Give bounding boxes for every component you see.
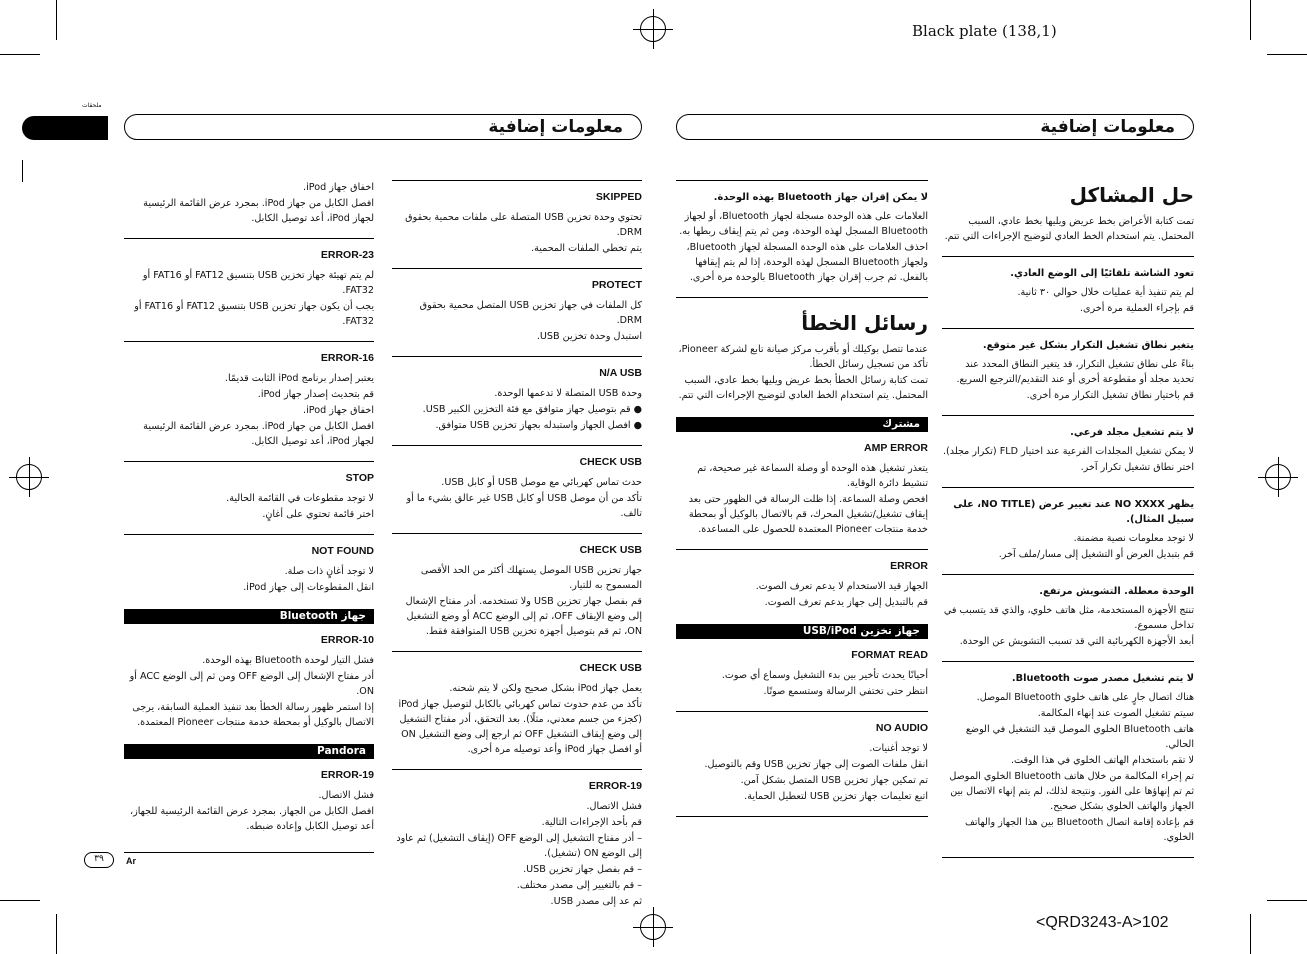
divider — [392, 445, 642, 446]
category-bar-pandora: Pandora — [124, 744, 374, 759]
crop-mark — [1267, 54, 1307, 55]
symptom-heading: يتغير نطاق تشغيل التكرار بشكل غير متوقع. — [982, 340, 1194, 351]
error-heading: N/A USB — [599, 367, 642, 379]
divider — [392, 651, 642, 652]
paragraph: لا يمكن تشغيل المجلدات الفرعية عند اختيار FLD (تكرار مجلد). — [942, 446, 1194, 457]
paragraph: لا تقم باستخدام الهاتف الخلوي في هذا الوقت. — [1011, 755, 1194, 766]
registration-mark-icon — [640, 914, 666, 940]
paragraph: تأكد من عدم حدوث تماس كهربائي بالكابل لتوصيل جهاز iPod (كجزء من جسم معدني، مثلًا). بعد التحقق، أدر مفتاح التشغيل إلى وضع إيقاف التشغيل OFF ثم ارجع إلى وضع التشغيل ON أو افصل جهاز iPod وأعد توصيله مرة أخرى. — [398, 699, 642, 755]
symptom-heading: تعود الشاشة تلقائيًا إلى الوضع العادي. — [1010, 268, 1194, 279]
error-heading: STOP — [345, 472, 374, 484]
registration-mark-icon — [16, 464, 42, 490]
paragraph: – قم بالتغيير إلى مصدر مختلف. — [516, 880, 642, 891]
divider — [676, 180, 928, 181]
paragraph: يجب أن يكون جهاز تخزين USB بتنسيق FAT12 أو FAT16 أو FAT32. — [134, 301, 374, 327]
error-heading: CHECK USB — [579, 662, 642, 674]
divider — [124, 534, 374, 535]
paragraph: قم بتبديل العرض أو التشغيل إلى مسار/ملف آخر. — [998, 549, 1194, 560]
paragraph: الجهاز قيد الاستخدام لا يدعم تعرف الصوت. — [755, 581, 928, 592]
paragraph: يعتبر إصدار برنامج iPod الثابت قديمًا. — [224, 373, 374, 384]
side-tab-label: ملحقات — [82, 102, 102, 109]
paragraph: كل الملفات في جهاز تخزين USB المتصل محمية بحقوق DRM. — [419, 300, 642, 326]
symptom-heading: لا يتم تشغيل مصدر صوت Bluetooth. — [1011, 673, 1194, 684]
paragraph: قم بتحديث إصدار جهاز iPod. — [257, 389, 374, 400]
divider — [124, 341, 374, 342]
divider — [942, 415, 1194, 416]
paragraph: – أدر مفتاح التشغيل إلى الوضع OFF (إيقاف التشغيل) ثم عاود إلى الوضع ON (تشغيل). — [396, 833, 642, 859]
divider — [392, 356, 642, 357]
error-heading: SKIPPED — [595, 191, 642, 203]
paragraph: افصل الكابل من جهاز iPod. بمجرد عرض القائمة الرئيسية لجهاز iPod، أعد توصيل الكابل. — [143, 198, 374, 224]
symptom-heading: الوحدة معطلة. التشويش مرتفع. — [1039, 586, 1194, 597]
paragraph: اخفاق جهاز iPod. — [303, 405, 374, 416]
divider — [942, 661, 1194, 662]
divider — [942, 328, 1194, 329]
paragraph: لا توجد معلومات نصية مضمنة. — [1073, 533, 1194, 544]
paragraph: انقل ملفات الصوت إلى جهاز تخزين USB وقم بالتوصيل. — [704, 759, 928, 770]
section-title: حل المشاكل — [1069, 183, 1194, 207]
crop-mark — [56, 914, 57, 954]
paragraph: حدث تماس كهربائي مع موصل USB أو كابل USB. — [441, 477, 642, 488]
error-heading: ERROR-19 — [588, 780, 642, 792]
paragraph: احذف العلامات على هذه الوحدة المسجلة لجهاز Bluetooth، ولجهاز Bluetooth المسجل لهذه الوحدة، إذا لم يتم إيقافها بالفعل. ثم جرب إقران جهاز Bluetooth بالوحدة مرة أخرى. — [686, 242, 928, 283]
divider — [676, 816, 928, 817]
paragraph: فشل الاتصال. — [318, 790, 374, 801]
error-heading: ERROR-23 — [320, 249, 374, 261]
category-bar-common: مشترك — [676, 417, 928, 432]
section-banner-right: معلومات إضافية — [676, 114, 1194, 140]
section-banner-left: معلومات إضافية — [124, 114, 642, 140]
error-heading: NO AUDIO — [875, 722, 928, 734]
paragraph: اختر قائمة تحتوي على أغانٍ. — [262, 509, 374, 520]
divider — [392, 268, 642, 269]
paragraph: العلامات على هذه الوحدة مسجلة لجهاز Bluetooth، أو لجهاز Bluetooth المسجل لهذه الوحدة، ومن ثم يتم إيقاف ربطها به. — [679, 211, 928, 237]
category-bar-bluetooth: جهاز Bluetooth — [124, 609, 374, 624]
paragraph: أدر مفتاح الإشعال إلى الوضع OFF ومن ثم إلى الوضع ACC أو ON. — [129, 671, 374, 697]
bullet-item: ● قم بتوصيل جهاز متوافق مع فئة التخزين الكبير USB. — [422, 404, 642, 415]
paragraph: وحدة USB المتصلة لا تدعمها الوحدة. — [494, 388, 642, 399]
symptom-heading: لا يمكن إقران جهاز Bluetooth بهذه الوحدة. — [713, 192, 928, 203]
divider — [942, 256, 1194, 257]
paragraph: جهاز تخزين USB الموصل يستهلك أكثر من الحد الأقصى المسموح به للتيار. — [420, 565, 642, 591]
paragraph: قم بفصل جهاز تخزين USB ولا تستخدمه. أدر مفتاح الإشعال إلى وضع الإيقاف OFF، ثم إلى الوضع ACC أو وضع التشغيل ON، ثم قم بتوصيل أجهزة تخزين USB المتوافقة فقط. — [405, 596, 642, 637]
plate-label: Black plate (138,1) — [912, 22, 1057, 40]
paragraph: افحص وصلة السماعة. إذا ظلت الرسالة في الظهور حتى بعد إيقاف تشغيل/تشغيل المحرك، قم بالاتصال بالوكيل أو بمحطة خدمة منتجات Pioneer المعتمدة للحصول على المساعدة. — [688, 494, 928, 535]
paragraph: ثم عد إلى مصدر USB. — [550, 896, 642, 907]
error-heading: PROTECT — [591, 279, 642, 291]
column-3 — [676, 180, 928, 817]
paragraph: انقل المقطوعات إلى جهاز iPod. — [243, 582, 374, 593]
page-number: ٣٩ — [84, 852, 114, 868]
paragraph: لا توجد مقطوعات في القائمة الحالية. — [226, 493, 374, 504]
paragraph: تم إجراء المكالمة من خلال هاتف Bluetooth الخلوي الموصل ثم تم إنهاؤها على الفور. ونتيجة لذلك، لم يتم إنهاء الاتصال بين الجهاز والهاتف الخلوي بشكل صحيح. — [949, 771, 1194, 812]
paragraph: قم باختيار نطاق تشغيل التكرار مرة أخرى. — [1026, 390, 1194, 401]
paragraph: أحيانًا يحدث تأخير بين بدء التشغيل وسماع أي صوت. — [721, 670, 928, 681]
paragraph: انتظر حتى تختفي الرسالة وستسمع صوتًا. — [763, 686, 928, 697]
divider — [942, 487, 1194, 488]
paragraph: يتعذر تشغيل هذه الوحدة أو وصلة السماعة غير صحيحة، تم تنشيط دائرة الوقاية. — [697, 463, 928, 489]
paragraph: يتم تخطي الملفات المحمية. — [531, 243, 642, 254]
column-2 — [392, 180, 642, 910]
divider — [124, 461, 374, 462]
divider — [392, 769, 642, 770]
side-tab — [22, 116, 108, 140]
error-heading: FORMAT READ — [851, 649, 928, 661]
paragraph: تم تمكين جهاز تخزين USB المتصل بشكل آمن. — [740, 775, 928, 786]
divider — [124, 238, 374, 239]
paragraph: قم بأحد الإجراءات التالية. — [541, 817, 642, 828]
paragraph: اتبع تعليمات جهاز تخزين USB لتعطيل الحماية. — [744, 791, 928, 802]
error-heading: NOT FOUND — [311, 545, 374, 557]
bullet-text: قم بتوصيل جهاز متوافق مع فئة التخزين الكبير USB. — [422, 404, 631, 415]
divider — [676, 297, 928, 298]
bullet-item: ● افصل الجهاز واستبدله بجهاز تخزين USB متوافق. — [435, 420, 642, 431]
divider — [392, 180, 642, 181]
paragraph: لم يتم تهيئة جهاز تخزين USB بتنسيق FAT12 أو FAT16 أو FAT32. — [142, 270, 374, 296]
error-heading: CHECK USB — [579, 544, 642, 556]
column-4 — [942, 180, 1194, 858]
error-heading: ERROR-10 — [320, 634, 374, 646]
paragraph: أبعد الأجهزة الكهربائية التي قد تسبب التشويش عن الوحدة. — [959, 636, 1194, 647]
symptom-heading: لا يتم تشغيل مجلد فرعي. — [1070, 427, 1194, 438]
side-line — [22, 160, 23, 182]
language-label: Ar — [126, 856, 137, 866]
paragraph: لا توجد أغنيات. — [869, 743, 928, 754]
paragraph: تنتج الأجهزة المستخدمة، مثل هاتف خلوي، والذي قد يتسبب في تداخل مسموع. — [943, 605, 1194, 631]
symptom-heading: يظهر NO XXXX عند تغيير عرض (NO TITLE، على سبيل المثال). — [953, 499, 1194, 525]
column-1 — [124, 180, 374, 835]
crop-mark — [1267, 900, 1307, 901]
crop-mark — [0, 900, 40, 901]
paragraph: تمت كتابة رسائل الخطأ بخط عريض ويليها بخط عادي، السبب المحتمل. يتم استخدام الخط العادي لتوضيح الإجراءات التي تتم. — [678, 375, 928, 401]
paragraph: فشل التيار لوحدة Bluetooth بهذه الوحدة. — [202, 655, 374, 666]
divider — [676, 549, 928, 550]
error-heading: AMP ERROR — [864, 442, 928, 454]
paragraph: يعمل جهاز iPod بشكل صحيح ولكن لا يتم شحنه. — [449, 683, 642, 694]
paragraph: قم بإعادة إقامة اتصال Bluetooth بين هذا الجهاز والهاتف الخلوي. — [964, 817, 1194, 843]
paragraph: قم بإجراء العملية مرة أخرى. — [1079, 303, 1194, 314]
crop-mark — [1250, 914, 1251, 954]
paragraph: افصل الكابل من الجهاز. بمجرد عرض القائمة الرئيسية للجهاز، أعد توصيل الكابل وإعادة ضبطه. — [130, 806, 374, 832]
error-heading: ERROR — [890, 560, 928, 572]
category-bar-usb-ipod: جهاز تخزين USB/iPod — [676, 624, 928, 639]
paragraph: قم بالتبديل إلى جهاز يدعم تعرف الصوت. — [764, 597, 928, 608]
error-heading: CHECK USB — [579, 456, 642, 468]
bullet-text: افصل الجهاز واستبدله بجهاز تخزين USB متوافق. — [435, 420, 631, 431]
paragraph: اخفاق جهاز iPod. — [303, 182, 374, 193]
paragraph: فشل الاتصال. — [586, 801, 642, 812]
divider — [942, 574, 1194, 575]
footer-rule — [124, 852, 374, 853]
paragraph: اختر نطاق تشغيل تكرار آخر. — [1080, 462, 1194, 473]
crop-mark — [1250, 0, 1251, 40]
divider — [676, 711, 928, 712]
paragraph: هناك اتصال جارٍ على هاتف خلوي Bluetooth الموصل. — [976, 692, 1194, 703]
paragraph: لم يتم تنفيذ أية عمليات خلال حوالي ٣٠ ثانية. — [1017, 287, 1194, 298]
divider — [942, 857, 1194, 858]
crop-mark — [56, 0, 57, 40]
paragraph: لا توجد أغانٍ ذات صلة. — [284, 566, 374, 577]
paragraph: إذا استمر ظهور رسالة الخطأ بعد تنفيذ العملية السابقة، يرجى الاتصال بالوكيل أو بمحطة خدمة منتجات Pioneer المعتمدة. — [132, 702, 374, 728]
paragraph: – قم بفصل جهاز تخزين USB. — [523, 864, 642, 875]
crop-mark — [0, 54, 40, 55]
error-heading: ERROR-16 — [320, 352, 374, 364]
divider — [392, 533, 642, 534]
paragraph: عندما تتصل بوكيلك أو بأقرب مركز صيانة تابع لشركة Pioneer، تأكد من تسجيل رسائل الخطأ. — [678, 344, 928, 370]
paragraph: تحتوي وحدة تخزين USB المتصلة على ملفات محمية بحقوق DRM. — [405, 212, 642, 238]
paragraph: افصل الكابل من جهاز iPod. بمجرد عرض القائمة الرئيسية لجهاز iPod، أعد توصيل الكابل. — [143, 421, 374, 447]
paragraph: سيتم تشغيل الصوت عند إنهاء المكالمة. — [1037, 708, 1194, 719]
paragraph: استبدل وحدة تخزين USB. — [536, 331, 642, 342]
section-title: رسائل الخطأ — [801, 311, 928, 335]
error-heading: ERROR-19 — [320, 769, 374, 781]
paragraph: بناءً على نطاق تشغيل التكرار، قد يتغير النطاق المحدد عند تحديد مجلد أو مقطوعة أخرى أو عند التقديم/الترجيع السريع. — [956, 359, 1194, 385]
registration-mark-icon — [640, 16, 666, 42]
document-code: <QRD3243-A>102 — [1036, 914, 1169, 931]
paragraph: تمت كتابة الأعراض بخط عريض ويليها بخط عادي، السبب المحتمل. يتم استخدام الخط العادي لتوضيح الإجراءات التي تتم. — [944, 216, 1194, 242]
registration-mark-icon — [1265, 464, 1291, 490]
paragraph: تأكد من أن موصل USB أو كابل USB غير عالق بشيء ما أو تالف. — [406, 493, 642, 519]
paragraph: هاتف Bluetooth الخلوي الموصل قيد التشغيل في الوضع الحالي. — [965, 724, 1194, 750]
